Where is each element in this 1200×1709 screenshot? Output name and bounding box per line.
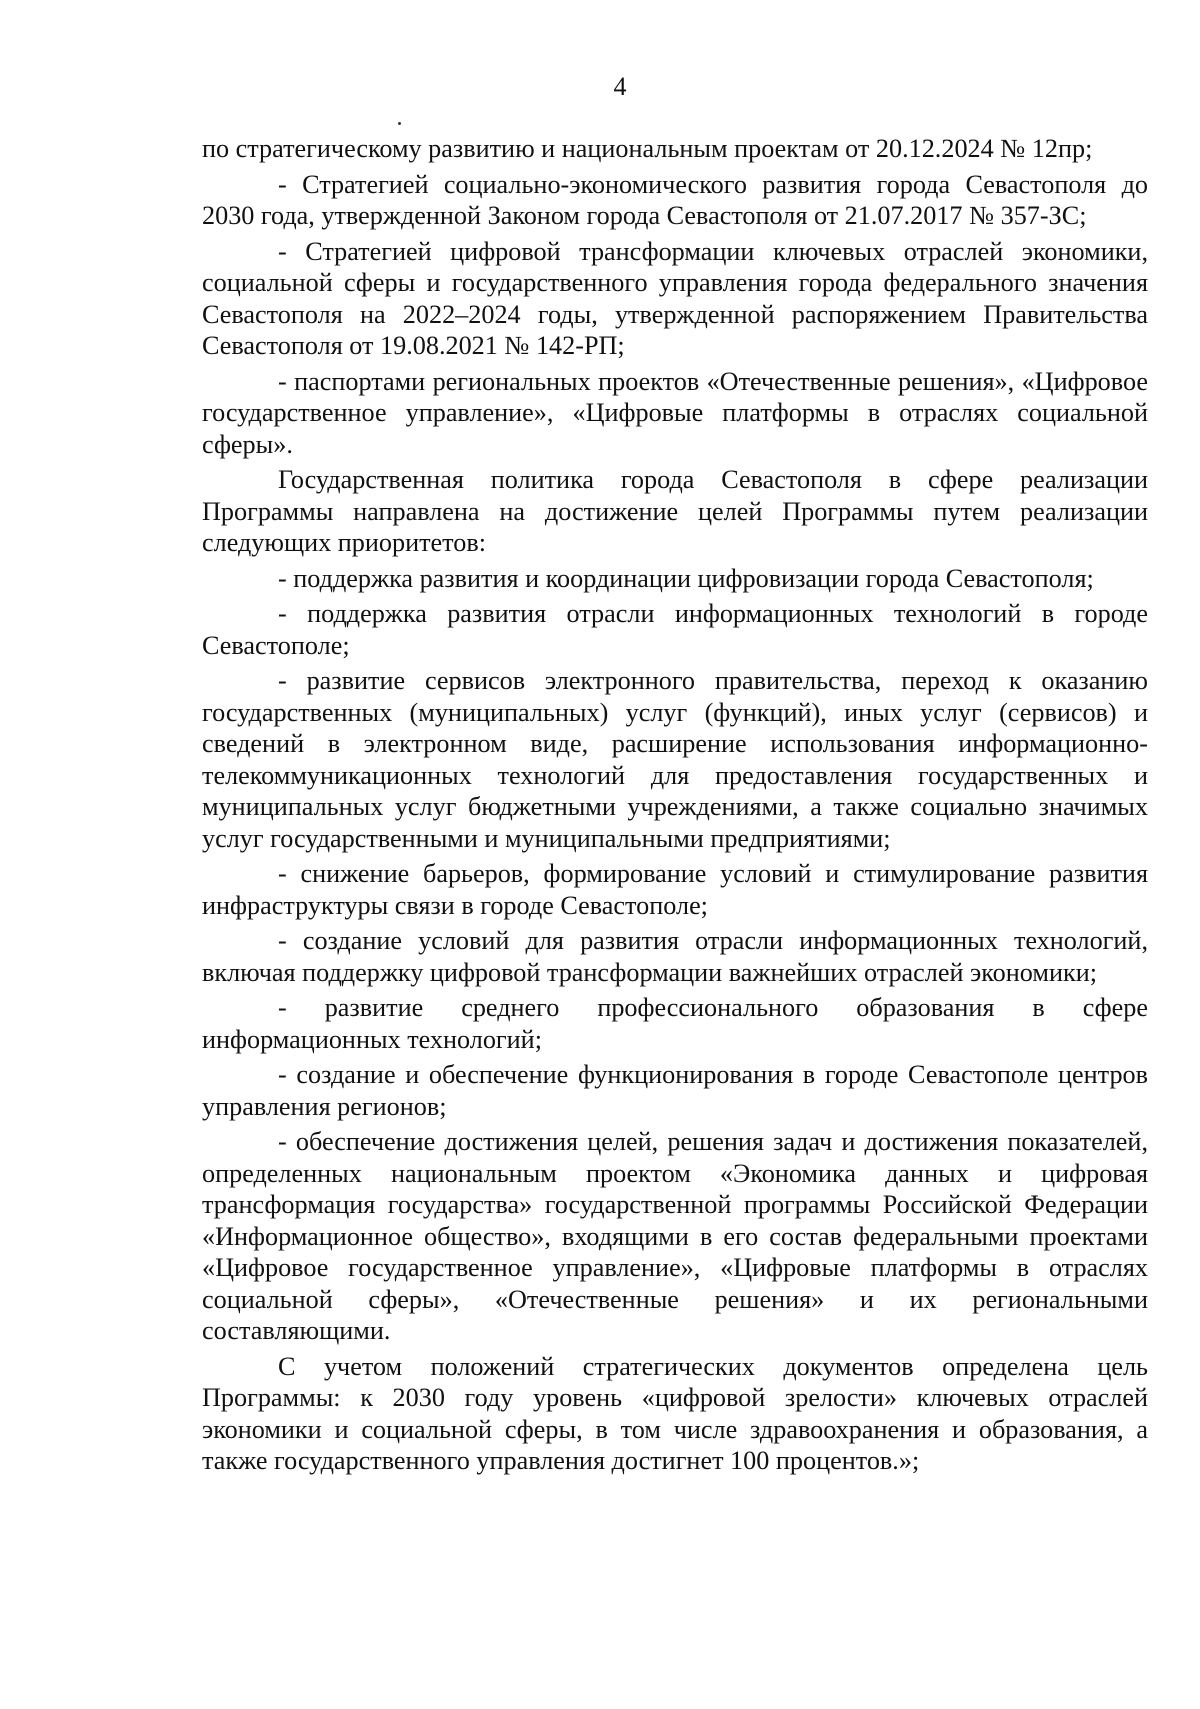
list-item-priority: - поддержка развития отрасли информационных технологий в городе Севастополе;: [202, 599, 1148, 660]
list-item-priority: - развитие сервисов электронного правительства, переход к оказанию государственных (муниципальных) услуг (функций), иных услуг (сервисов) и сведений в электронном виде, расширение использования информационно-телекоммуникационных технологий для предоставления государственных и муниципальных услуг бюджетными учреждениями, а также социально значимых услуг государственными и муниципальными предприятиями;: [202, 666, 1148, 853]
scan-artifact-dot: [398, 122, 401, 125]
document-body: [202, 133, 1148, 1481]
paragraph-strategy-digital: - Стратегией цифровой трансформации ключевых отраслей экономики, социальной сферы и государственного управления города федерального значения Севастополя на 2022–2024 годы, утвержденной распоряжением Правительства Севастополя от 19.08.2021 № 142-РП;: [202, 236, 1148, 360]
list-item-priority: - обеспечение достижения целей, решения задач и достижения показателей, определенных национальным проектом «Экономика данных и цифровая трансформация государства» государственной программы Российской Федерации «Информационное общество», входящими в его состав федеральными проектами «Цифровое государственное управление», «Цифровые платформы в отраслях социальной сферы», «Отечественные решения» и их региональными составляющими.: [202, 1127, 1148, 1345]
list-item-priority: - снижение барьеров, формирование условий и стимулирование развития инфраструктуры связи в городе Севастополе;: [202, 859, 1148, 920]
paragraph-state-policy: Государственная политика города Севастополя в сфере реализации Программы направлена на достижение целей Программы путем реализации следующих приоритетов:: [202, 465, 1148, 557]
page-number: 4: [613, 72, 627, 101]
paragraph-regional-projects: - паспортами региональных проектов «Отечественные решения», «Цифровое государственное управление», «Цифровые платформы в отраслях социальной сферы».: [202, 366, 1148, 459]
list-item-priority: - поддержка развития и координации цифровизации города Севастополя;: [278, 563, 1094, 593]
paragraph-strategy-socioeconomic: - Стратегией социально-экономического развития города Севастополя до 2030 года, утвержденной Законом города Севастополя от 21.07.2017 № 357-ЗС;: [202, 169, 1148, 230]
paragraph-continuation: по стратегическому развитию и национальным проектам от 20.12.2024 № 12пр;: [202, 134, 1093, 163]
list-item-priority: - развитие среднего профессионального образования в сфере информационных технологий;: [202, 993, 1148, 1054]
list-item-priority: - создание условий для развития отрасли информационных технологий, включая поддержку цифровой трансформации важнейших отраслей экономики;: [202, 926, 1148, 987]
list-item-priority: - создание и обеспечение функционирования в городе Севастополе центров управления регионов;: [202, 1060, 1148, 1121]
paragraph-program-goal: С учетом положений стратегических документов определена цель Программы: к 2030 году уровень «цифровой зрелости» ключевых отраслей экономики и социальной сферы, в том числе здравоохранения и образования, а также государственного управления достигнет 100 процентов.»;: [202, 1351, 1148, 1475]
